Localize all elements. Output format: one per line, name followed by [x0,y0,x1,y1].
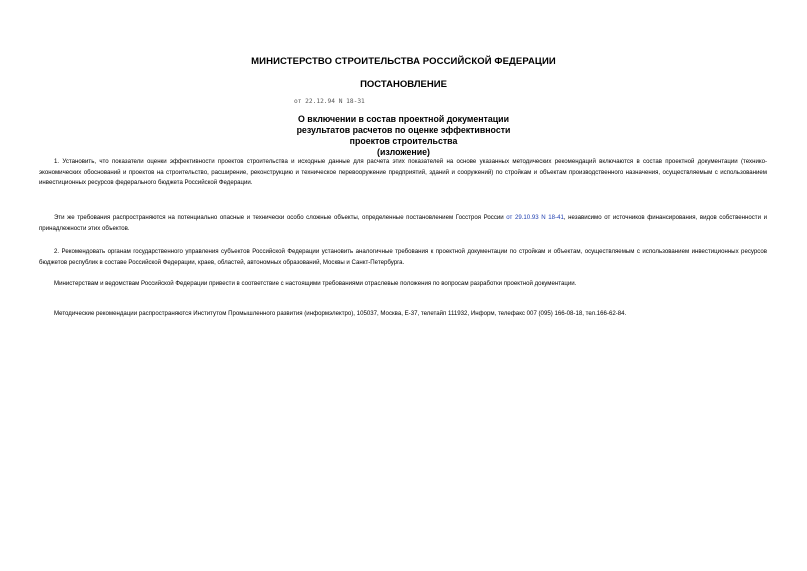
document-title [0,114,807,158]
paragraph-1: 1. Установить, что показатели оценки эффективности проектов строительства и исходные данные для расчета этих показателей на основе указанных методических рекомендаций включаются в состав проектной документации (технико-экономических обоснований и проектов на строительство, расширение, реконструкцию и техническое перевооружение предприятий, зданий и сооружений) по стройкам и объектам производственного назначения, осуществляемым с использованием инвестиционных ресурсов федерального бюджета Российской Федерации. [39,158,767,187]
paragraph-2-text-after: , независимо от источников финансирования, видов собственности и принадлежности этих объектов. [39,214,767,232]
paragraph-2 [39,213,767,234]
paragraph-5: Методические рекомендации распространяются Институтом Промышленного развития (информэлектро), 105037, Москва, Е-37, телетайп 111932, Информ, телефакс 007 (095) 166-08-18, тел.166-62-84. [54,310,627,317]
title-line-2: результатов расчетов по оценке эффективности [296,125,511,135]
title-line-4: (изложение) [377,147,430,157]
document-type: ПОСТАНОВЛЕНИЕ [360,79,447,90]
ministry-name: МИНИСТЕРСТВО СТРОИТЕЛЬСТВА РОССИЙСКОЙ ФЕДЕРАЦИИ [251,56,556,67]
document-date-number: от 22.12.94 N 18-31 [294,98,365,105]
paragraph-2-text-before: Эти же требования распространяются на потенциально опасные и технически особо сложные объекты, определенные постановлением Госстроя России [54,214,507,221]
decree-link[interactable]: от 29.10.93 N 18-41 [506,214,564,221]
paragraph-4: Министерствам и ведомствам Российской Федерации привести в соответствие с настоящими требованиями отраслевые положения по вопросам разработки проектной документации. [54,280,577,287]
title-line-3: проектов строительства [349,136,458,146]
title-line-1: О включении в состав проектной документации [298,114,509,124]
paragraph-3: 2. Рекомендовать органам государственного управления субъектов Российской Федерации установить аналогичные требования к проектной документации по стройкам и объектам, осуществляемым с использованием инвестиционных ресурсов бюджетов республик в составе Российской Федерации, краев, областей, автономных образований, Москвы и Санкт-Петербурга. [39,248,767,266]
